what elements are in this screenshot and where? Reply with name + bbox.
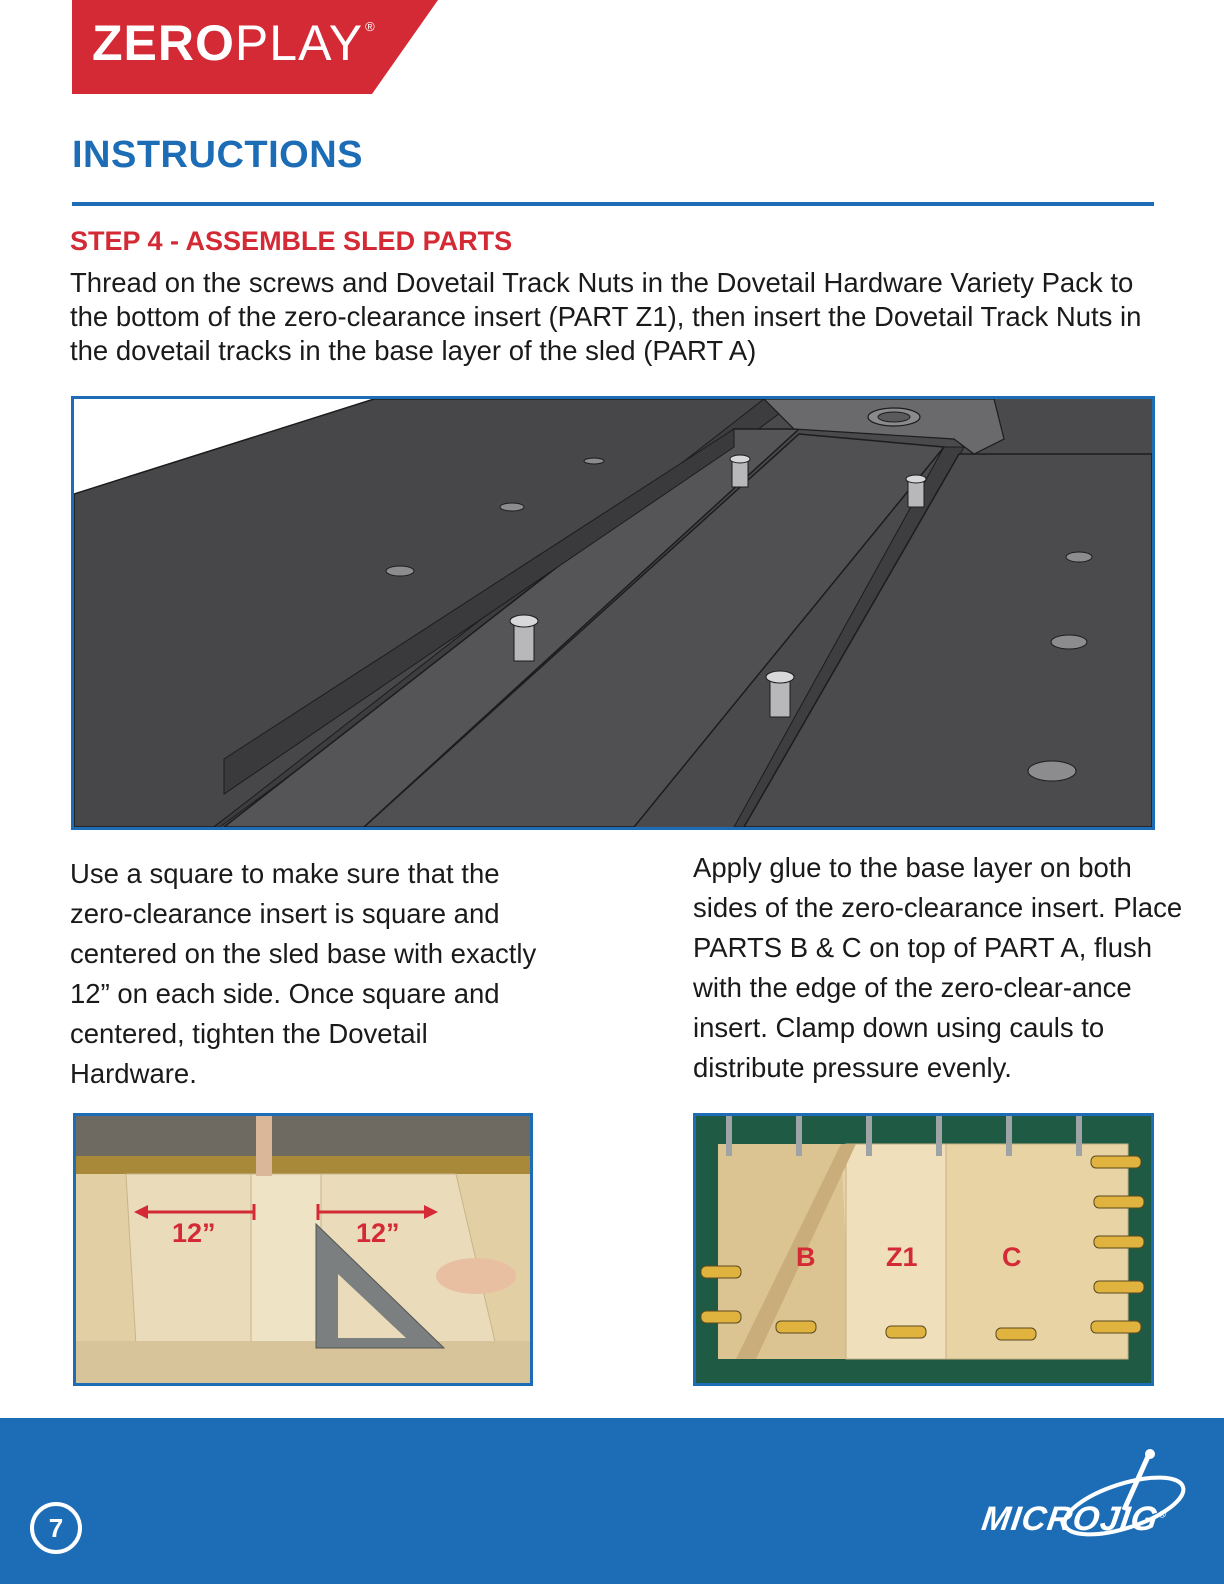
step-heading: STEP 4 - ASSEMBLE SLED PARTS	[70, 226, 513, 256]
microjig-logo	[974, 1448, 1194, 1558]
part-label-c: C	[1002, 1242, 1022, 1272]
page-title: INSTRUCTIONS	[72, 134, 363, 176]
square-instructions: Use a square to make sure that the zero-clearance insert is square and centered on the sled base with exactly 12” on each side. Once square and centered, tighten the Dovetail Hardware.	[70, 858, 537, 1089]
title-divider	[72, 202, 1154, 206]
brand-registered: ®	[1157, 1509, 1168, 1521]
brand-logo-text	[92, 15, 376, 71]
clamping-photo	[693, 1113, 1154, 1386]
sled-assembly-illustration	[71, 396, 1155, 830]
microjig-wordmark	[979, 1500, 1169, 1539]
brand-light: PLAY	[234, 15, 364, 71]
brand-bold: ZERO	[92, 15, 235, 71]
brand-banner	[72, 0, 438, 94]
step-body: Thread on the screws and Dovetail Track Nuts in the Dovetail Hardware Variety Pack to the bottom of the zero-clearance insert (PART Z1), then insert the Dovetail Track Nuts in the dovetail tracks in the base layer of the sled (PART A)	[70, 267, 1142, 366]
part-label-z1: Z1	[886, 1242, 918, 1272]
measurement-label-left: 12”	[172, 1218, 216, 1248]
registered-mark: ®	[365, 19, 376, 34]
page-number: 7	[30, 1502, 82, 1554]
squaring-photo	[73, 1113, 533, 1386]
part-label-b: B	[796, 1242, 816, 1272]
measurement-label-right: 12”	[356, 1218, 400, 1248]
brand-name: MICROJIG	[979, 1500, 1161, 1538]
glue-instructions: Apply glue to the base layer on both sides of the zero-clearance insert. Place PARTS B & C on top of PART A, flush with the edge of the zero-clear-ance insert. Clamp down using cauls to distribute pressure evenly.	[693, 852, 1183, 1083]
